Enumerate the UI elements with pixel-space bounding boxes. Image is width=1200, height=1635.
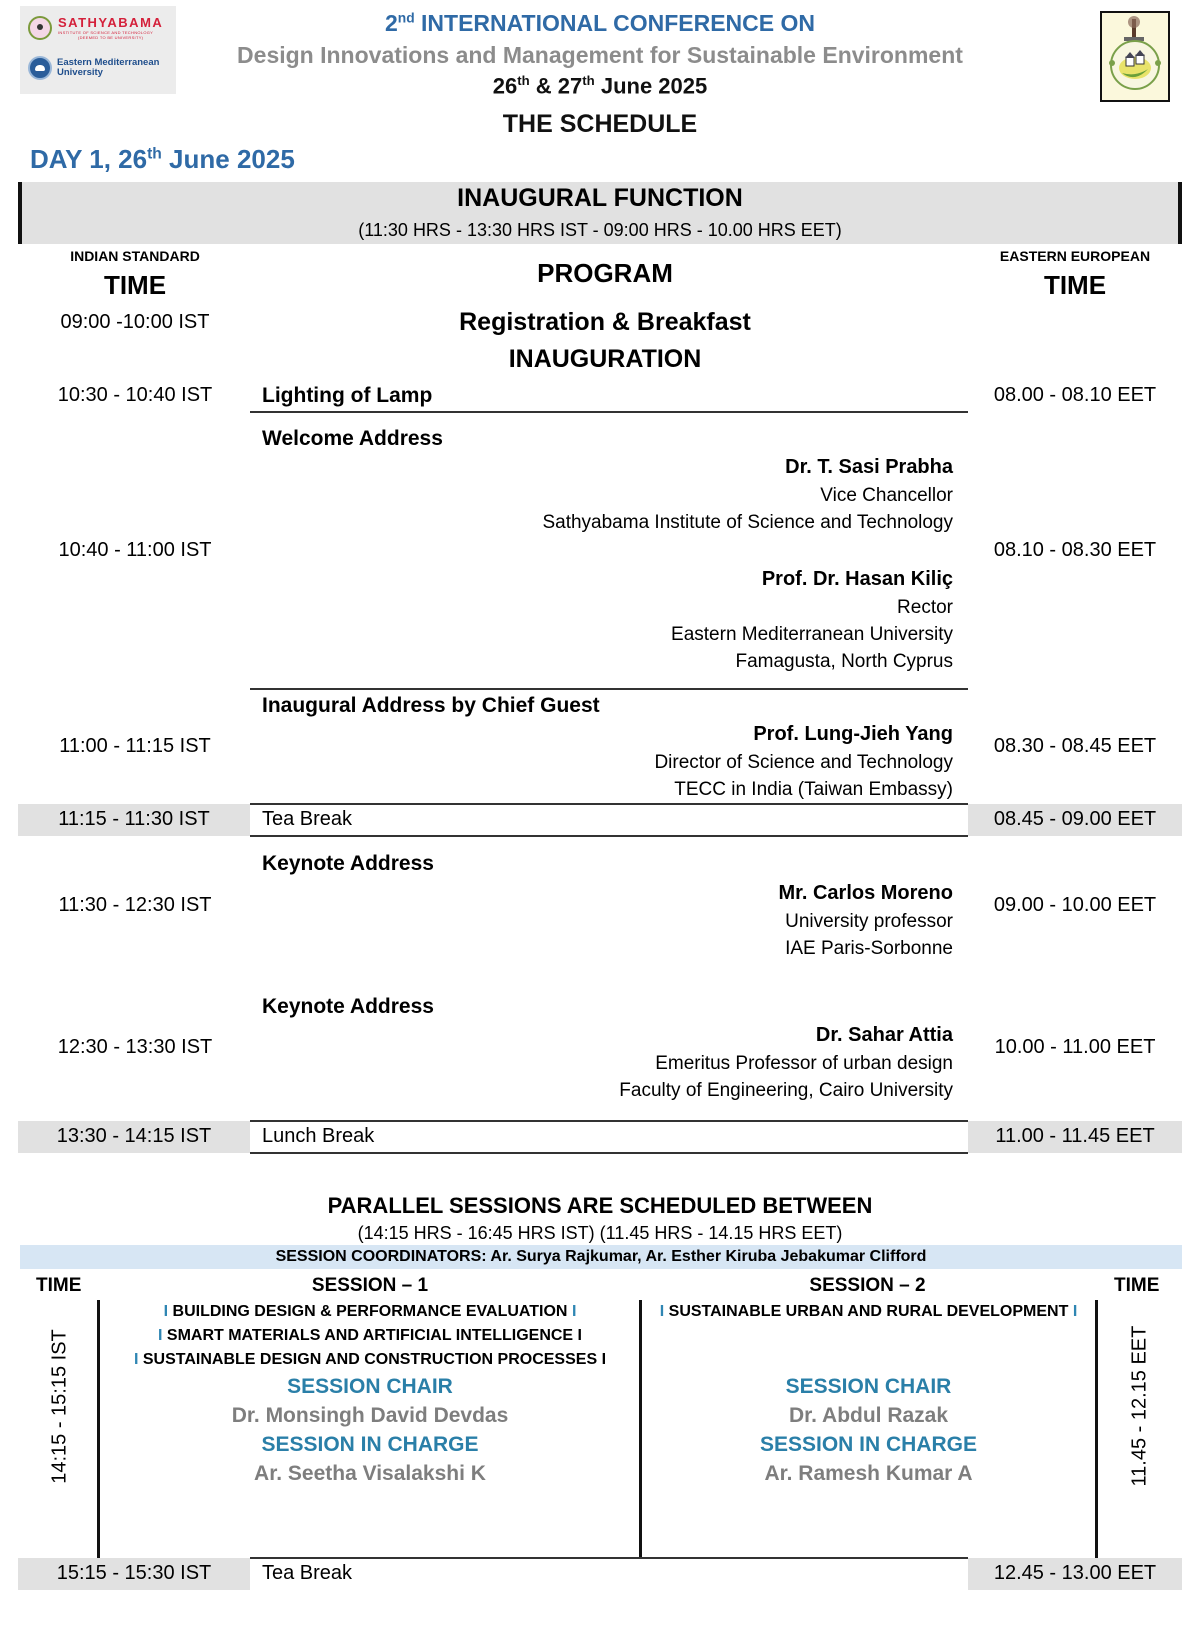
welcome-eet: 08.10 - 08.30 EET — [993, 539, 1157, 561]
welcome-ist: 10:40 - 11:00 IST — [58, 539, 212, 561]
conference-theme: Design Innovations and Management for Sustainable Environment — [237, 42, 963, 68]
session2-topic — [642, 1303, 1095, 1321]
keynote2-title: Keynote Address — [262, 995, 434, 1018]
pipe-marker: I — [133, 1351, 139, 1368]
pipe-marker: I — [1072, 1303, 1078, 1320]
inaugural-title: INAUGURAL FUNCTION — [457, 184, 743, 212]
divider — [250, 1557, 968, 1559]
session2-chair: Dr. Abdul Razak — [788, 1404, 949, 1427]
ordinal-suffix: nd — [397, 10, 415, 26]
parallel-subtitle: (14:15 HRS - 16:45 HRS IST) (11.45 HRS - 14.15 HRS EET) — [357, 1223, 843, 1243]
program-header: PROGRAM — [537, 258, 673, 288]
keynote2-eet: 10.00 - 11.00 EET — [994, 1036, 1156, 1058]
registration-title: Registration & Breakfast — [459, 308, 751, 336]
speaker-affiliation: Eastern Mediterranean University — [671, 624, 953, 645]
speaker-role: University professor — [785, 911, 953, 932]
inaugural-address-eet: 08.30 - 08.45 EET — [993, 735, 1157, 757]
inaugural-address-title: Inaugural Address by Chief Guest — [262, 694, 600, 717]
session2-incharge: Ar. Ramesh Kumar A — [764, 1462, 973, 1485]
divider — [250, 688, 968, 690]
speaker-affiliation: IAE Paris-Sorbonne — [785, 938, 953, 959]
keynote1-ist: 11:30 - 12:30 IST — [58, 894, 212, 916]
lunch-eet: 11.00 - 11.45 EET — [995, 1125, 1155, 1147]
emu-line2: University — [57, 67, 103, 78]
conference-line: INTERNATIONAL CONFERENCE ON — [421, 10, 816, 36]
session1-topic — [100, 1327, 640, 1345]
schedule-title: THE SCHEDULE — [502, 110, 698, 138]
session1-chair-label: SESSION CHAIR — [287, 1375, 453, 1398]
parallel-ist-slot: 14:15 - 15:15 IST — [48, 1329, 71, 1484]
conference-ordinal-title — [0, 10, 1200, 37]
keynote1-title: Keynote Address — [262, 852, 434, 875]
session1-incharge-label: SESSION IN CHARGE — [261, 1433, 479, 1456]
day-sup: th — [147, 145, 162, 163]
date-rest: June 2025 — [594, 73, 708, 99]
speaker-affiliation: TECC in India (Taiwan Embassy) — [674, 779, 953, 800]
keynote1-eet: 09.00 - 10.00 EET — [993, 894, 1157, 916]
sathyabama-name: SATHYABAMA — [58, 15, 164, 30]
emu-line1: Eastern Mediterranean — [57, 57, 160, 68]
tea1-title: Tea Break — [262, 808, 353, 830]
session-grid-line-right — [1095, 1300, 1098, 1558]
divider — [250, 1120, 968, 1122]
pipe-marker: I — [163, 1303, 169, 1320]
session1-incharge: Ar. Seetha Visalakshi K — [254, 1462, 486, 1485]
eet-header-big: TIME — [1043, 270, 1107, 300]
welcome-title: Welcome Address — [262, 427, 443, 450]
lamp-ist: 10:30 - 10:40 IST — [57, 384, 213, 406]
speaker-name: Mr. Carlos Moreno — [778, 882, 953, 904]
speaker-location: Famagusta, North Cyprus — [735, 651, 953, 672]
lamp-eet: 08.00 - 08.10 EET — [993, 384, 1157, 406]
time-right-label: TIME — [1114, 1275, 1160, 1296]
pipe-marker: I — [601, 1351, 607, 1368]
session1-topic — [100, 1303, 640, 1321]
speaker-role: Director of Science and Technology — [654, 752, 953, 773]
speaker-name: Prof. Dr. Hasan Kiliç — [761, 568, 953, 590]
day-suffix: June 2025 — [161, 144, 295, 174]
ist-header-big: TIME — [103, 270, 167, 300]
speaker-role: Emeritus Professor of urban design — [655, 1053, 953, 1074]
day-prefix: DAY 1, 26 — [30, 144, 148, 174]
divider — [250, 803, 968, 805]
session2-chair-label: SESSION CHAIR — [785, 1375, 952, 1398]
time-left-label: TIME — [36, 1275, 82, 1296]
pipe-marker: I — [577, 1327, 582, 1344]
date-day2: 27 — [557, 73, 583, 99]
speaker-affiliation: Sathyabama Institute of Science and Technology — [542, 512, 953, 533]
tea2-ist: 15:15 - 15:30 IST — [56, 1562, 212, 1584]
sathyabama-sub1: INSTITUTE OF SCIENCE AND TECHNOLOGY — [58, 30, 154, 35]
sathyabama-sub2: (DEEMED TO BE UNIVERSITY) — [77, 35, 144, 40]
lunch-ist: 13:30 - 14:15 IST — [56, 1125, 212, 1147]
session1-chair: Dr. Monsingh David Devdas — [231, 1404, 509, 1427]
divider — [250, 1152, 968, 1154]
topic-text: SUSTAINABLE DESIGN AND CONSTRUCTION PROCESSES — [142, 1351, 598, 1368]
parallel-eet-slot: 11.45 - 12.15 EET — [1128, 1325, 1151, 1487]
pipe-marker: I — [571, 1303, 577, 1320]
inaugural-subtitle: (11:30 HRS - 13:30 HRS IST - 09:00 HRS - 10.00 HRS EET) — [358, 220, 842, 240]
topic-text: SUSTAINABLE URBAN AND RURAL DEVELOPMENT — [668, 1303, 1069, 1320]
day-title — [30, 144, 295, 175]
ist-header-small: INDIAN STANDARD — [70, 248, 200, 264]
session1-label: SESSION – 1 — [311, 1275, 429, 1296]
divider — [250, 835, 968, 837]
date-day1: 26 — [492, 73, 518, 99]
date-day2-sup: th — [582, 73, 595, 88]
ordinal-number: 2 — [384, 10, 398, 36]
tea1-eet: 08.45 - 09.00 EET — [993, 808, 1157, 830]
lamp-title: Lighting of Lamp — [262, 384, 433, 407]
parallel-title: PARALLEL SESSIONS ARE SCHEDULED BETWEEN — [327, 1193, 873, 1218]
tea2-eet: 12.45 - 13.00 EET — [993, 1562, 1157, 1584]
lunch-title: Lunch Break — [262, 1125, 375, 1147]
tea1-ist: 11:15 - 11:30 IST — [58, 808, 210, 830]
keynote2-ist: 12:30 - 13:30 IST — [57, 1036, 213, 1058]
registration-ist: 09:00 -10:00 IST — [60, 311, 210, 333]
inaugural-address-ist: 11:00 - 11:15 IST — [59, 735, 211, 757]
speaker-affiliation: Faculty of Engineering, Cairo University — [619, 1080, 953, 1101]
speaker-name: Dr. T. Sasi Prabha — [785, 456, 953, 478]
topic-text: BUILDING DESIGN & PERFORMANCE EVALUATION — [172, 1303, 568, 1320]
session1-topic — [100, 1351, 640, 1369]
inauguration-subtitle: INAUGURATION — [508, 345, 702, 373]
session-coordinators: SESSION COORDINATORS: Ar. Surya Rajkumar, Ar. Esther Kiruba Jebakumar Clifford — [275, 1248, 927, 1265]
divider — [250, 411, 968, 413]
speaker-name: Prof. Lung-Jieh Yang — [753, 723, 953, 745]
speaker-role: Vice Chancellor — [820, 485, 953, 506]
session2-incharge-label: SESSION IN CHARGE — [759, 1433, 978, 1456]
conference-dates — [0, 73, 1200, 99]
topic-text: SMART MATERIALS AND ARTIFICIAL INTELLIGENCE — [166, 1327, 574, 1344]
speaker-name: Dr. Sahar Attia — [815, 1024, 953, 1046]
speaker-role: Rector — [897, 597, 953, 618]
session2-label: SESSION – 2 — [809, 1275, 926, 1296]
pipe-marker: I — [659, 1303, 665, 1320]
date-amp: & — [529, 73, 558, 99]
tea2-title: Tea Break — [262, 1562, 353, 1584]
pipe-marker: I — [157, 1327, 163, 1344]
eet-header-small: EASTERN EUROPEAN — [999, 248, 1151, 264]
date-day1-sup: th — [517, 73, 530, 88]
